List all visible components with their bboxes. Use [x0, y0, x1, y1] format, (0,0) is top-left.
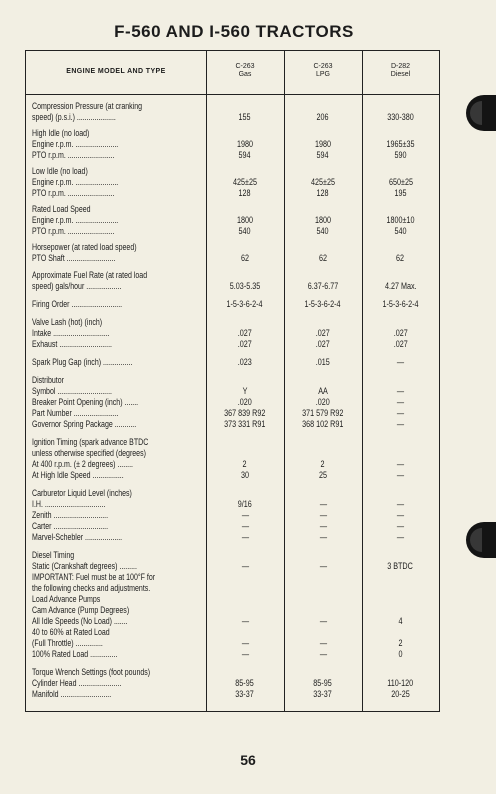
row-label: Distributor [32, 375, 64, 385]
row-label: unless otherwise specified (degrees) [32, 448, 146, 458]
cell-text: 128 [316, 188, 330, 198]
cell-text: Y [242, 386, 248, 396]
cell-text: — [396, 386, 405, 396]
cell-text: 155 [238, 112, 252, 122]
cell-text: .027 [237, 328, 253, 338]
cell-value [362, 299, 439, 309]
cell-value [284, 459, 362, 469]
cell-text: 590 [394, 150, 407, 160]
row-label: 40 to 60% at Rated Load [32, 627, 110, 637]
spec-table [25, 50, 440, 712]
row-label: Breaker Point Opening (inch) ....... [32, 397, 139, 407]
cell-text: 1-5-3-6-2-4 [304, 299, 342, 309]
cell-text: .027 [393, 339, 408, 349]
row-label: Carter ............................ [32, 521, 109, 531]
cell-value [206, 419, 284, 429]
row-label: PTO r.p.m. ........................ [32, 226, 115, 236]
cell-text: — [241, 510, 249, 520]
cell-text: — [396, 510, 405, 520]
cell-text: 33-37 [235, 689, 255, 699]
cell-text: — [319, 521, 327, 531]
cell-text: 368 102 R91 [302, 419, 344, 429]
row-label: All Idle Speeds (No Load) ....... [32, 616, 128, 626]
cell-value [206, 112, 284, 122]
cell-text: — [396, 532, 405, 542]
cell-text: 1800±10 [386, 215, 415, 225]
cell-value [206, 139, 284, 149]
cell-value [206, 177, 284, 187]
cell-value [362, 281, 439, 291]
cell-text: — [319, 638, 327, 648]
cell-text: 1980 [314, 139, 332, 149]
cell-text: 540 [394, 226, 407, 236]
cell-value [284, 357, 362, 367]
cell-value [206, 689, 284, 699]
row-label: Part Number ....................... [32, 408, 119, 418]
row-label: Rated Load Speed [32, 204, 91, 214]
cell-value [284, 616, 362, 626]
cell-text: 0 [398, 649, 403, 659]
cell-text: 2 [398, 638, 403, 648]
cell-value [284, 215, 362, 225]
row-label: Cylinder Head ...................... [32, 678, 122, 688]
row-label: Load Advance Pumps [32, 594, 101, 604]
cell-text: .020 [315, 397, 331, 407]
cell-value [362, 499, 439, 509]
cell-value [206, 150, 284, 160]
cell-text: — [396, 408, 405, 418]
row-label: Zenith ............................ [32, 510, 109, 520]
cell-text: — [319, 649, 327, 659]
cell-text: 25 [318, 470, 327, 480]
cell-text: — [241, 638, 249, 648]
column-fuel: Gas [238, 71, 252, 78]
cell-text: 4 [398, 616, 403, 626]
row-label: speed) gals/hour .................. [32, 281, 122, 291]
cell-value [284, 150, 362, 160]
cell-value [206, 253, 284, 263]
row-label: Intake ............................. [32, 328, 110, 338]
cell-value [206, 470, 284, 480]
row-label: Compression Pressure (at cranking [32, 101, 143, 111]
cell-value [362, 188, 439, 198]
cell-value [362, 150, 439, 160]
row-label: Static (Crankshaft degrees) ......... [32, 561, 137, 571]
cell-text: — [396, 499, 405, 509]
cell-value [284, 139, 362, 149]
cell-value [362, 226, 439, 236]
cell-value [362, 215, 439, 225]
cell-text: .027 [315, 339, 331, 349]
cell-value [206, 215, 284, 225]
cell-value [284, 328, 362, 338]
cell-value [362, 328, 439, 338]
cell-value [284, 470, 362, 480]
cell-text: 2 [320, 459, 325, 469]
row-label: Valve Lash (hot) (inch) [32, 317, 103, 327]
cell-value [362, 470, 439, 480]
row-label: PTO r.p.m. ........................ [32, 150, 115, 160]
cell-value [206, 386, 284, 396]
cell-value [206, 459, 284, 469]
row-label: Firing Order .......................... [32, 299, 123, 309]
cell-value [362, 561, 439, 571]
cell-text: .023 [237, 357, 253, 367]
cell-value [362, 419, 439, 429]
cell-value [206, 339, 284, 349]
cell-value [362, 521, 439, 531]
cell-value [284, 532, 362, 542]
cell-value [362, 649, 439, 659]
cell-text: — [396, 397, 405, 407]
cell-text: 62 [240, 253, 249, 263]
binder-hole-mark [466, 95, 496, 131]
row-label: the following checks and adjustments. [32, 583, 151, 593]
row-label: Cam Advance (Pump Degrees) [32, 605, 130, 615]
cell-text: .027 [393, 328, 408, 338]
cell-text: 540 [316, 226, 330, 236]
cell-value [362, 177, 439, 187]
cell-value [362, 357, 439, 367]
cell-text: 594 [238, 150, 252, 160]
cell-text: — [241, 561, 249, 571]
cell-value [284, 339, 362, 349]
cell-text: — [396, 521, 405, 531]
column-model: D-282 [390, 63, 411, 70]
cell-text: 373 331 R91 [224, 419, 266, 429]
row-label: Horsepower (at rated load speed) [32, 242, 137, 252]
row-label: Exhaust ........................... [32, 339, 112, 349]
cell-text: 3 BTDC [387, 561, 414, 571]
cell-value [284, 419, 362, 429]
row-label: At High Idle Speed ................ [32, 470, 124, 480]
cell-text: — [241, 521, 249, 531]
column-header-lpg [284, 63, 362, 79]
cell-value [284, 561, 362, 571]
cell-text: — [396, 470, 405, 480]
cell-text: 206 [316, 112, 330, 122]
row-label: Governor Spring Package ........... [32, 419, 137, 429]
row-label: Approximate Fuel Rate (at rated load [32, 270, 148, 280]
cell-value [362, 408, 439, 418]
cell-text: 9/16 [237, 499, 253, 509]
cell-value [362, 616, 439, 626]
row-label: Torque Wrench Settings (foot pounds) [32, 667, 151, 677]
cell-value [206, 510, 284, 520]
table-header [26, 51, 439, 95]
cell-value [284, 678, 362, 688]
cell-text: — [319, 616, 327, 626]
row-label: Engine r.p.m. ...................... [32, 215, 119, 225]
cell-value [362, 689, 439, 699]
cell-value [284, 649, 362, 659]
cell-value [284, 253, 362, 263]
cell-value [284, 226, 362, 236]
cell-value [206, 281, 284, 291]
column-model: C-263 [235, 63, 255, 70]
cell-value [206, 616, 284, 626]
row-label: Symbol ............................ [32, 386, 112, 396]
cell-text: 85-95 [235, 678, 255, 688]
cell-text: 1800 [314, 215, 332, 225]
cell-value [206, 678, 284, 688]
cell-text: 4.27 Max. [384, 281, 417, 291]
row-label: 100% Rated Load .............. [32, 649, 118, 659]
cell-text: 6.37-6.77 [307, 281, 339, 291]
cell-value [206, 521, 284, 531]
cell-value [284, 281, 362, 291]
cell-value [362, 510, 439, 520]
cell-text: .027 [237, 339, 253, 349]
cell-text: 1980 [236, 139, 254, 149]
row-label: Ignition Timing (spark advance BTDC [32, 437, 149, 447]
row-label: Carburetor Liquid Level (inches) [32, 488, 132, 498]
cell-text: 330-380 [387, 112, 414, 122]
cell-value [206, 328, 284, 338]
row-label: I.H. ............................... [32, 499, 106, 509]
cell-value [284, 499, 362, 509]
row-label: Engine r.p.m. ...................... [32, 139, 119, 149]
cell-text: 1-5-3-6-2-4 [382, 299, 419, 309]
cell-value [362, 397, 439, 407]
cell-text: 650±25 [388, 177, 413, 187]
cell-value [284, 177, 362, 187]
cell-value [362, 459, 439, 469]
column-header-gas [206, 63, 284, 79]
cell-value [284, 299, 362, 309]
row-label: Low Idle (no load) [32, 166, 88, 176]
cell-text: 110-120 [387, 678, 414, 688]
cell-value [362, 386, 439, 396]
cell-text: .020 [237, 397, 253, 407]
cell-text: .015 [315, 357, 331, 367]
column-fuel: LPG [315, 71, 330, 78]
cell-value [362, 253, 439, 263]
cell-value [206, 397, 284, 407]
row-label: speed) (p.s.i.) .................... [32, 112, 116, 122]
row-label: Spark Plug Gap (inch) ............... [32, 357, 133, 367]
cell-text: 1800 [236, 215, 254, 225]
cell-text: 128 [238, 188, 252, 198]
cell-value [362, 532, 439, 542]
cell-text: — [319, 561, 327, 571]
cell-value [284, 112, 362, 122]
cell-value [206, 499, 284, 509]
cell-text: 1965±35 [386, 139, 415, 149]
cell-text: 33-37 [313, 689, 333, 699]
cell-value [206, 188, 284, 198]
cell-text: 425±25 [311, 177, 335, 187]
row-label: Engine r.p.m. ...................... [32, 177, 119, 187]
cell-text: 20-25 [391, 689, 410, 699]
cell-value [206, 649, 284, 659]
cell-text: 594 [316, 150, 330, 160]
column-model: C-263 [313, 63, 333, 70]
cell-value [206, 532, 284, 542]
cell-value [284, 397, 362, 407]
engine-model-header: ENGINE MODEL AND TYPE [66, 68, 166, 75]
cell-text: — [319, 510, 327, 520]
cell-text: — [241, 616, 249, 626]
binder-hole-mark [466, 522, 496, 558]
cell-text: — [319, 532, 327, 542]
cell-text: 540 [238, 226, 252, 236]
row-label: PTO Shaft ......................... [32, 253, 116, 263]
cell-value [284, 521, 362, 531]
cell-text: — [396, 357, 405, 367]
cell-text: 2 [242, 459, 247, 469]
cell-text: — [319, 499, 327, 509]
cell-value [206, 638, 284, 648]
cell-text: 1-5-3-6-2-4 [226, 299, 264, 309]
cell-value [206, 299, 284, 309]
page-number: 56 [240, 752, 256, 768]
cell-value [206, 226, 284, 236]
cell-text: 30 [240, 470, 249, 480]
column-header-diesel [362, 63, 439, 79]
cell-text: 62 [318, 253, 327, 263]
cell-value [284, 188, 362, 198]
row-label: Manifold .......................... [32, 689, 112, 699]
page-title: F-560 AND I-560 TRACTORS [114, 22, 354, 41]
row-label: (Full Throttle) .............. [32, 638, 103, 648]
cell-text: 195 [394, 188, 407, 198]
cell-value [284, 408, 362, 418]
cell-text: 5.03-5.35 [229, 281, 261, 291]
row-label: High Idle (no load) [32, 128, 90, 138]
cell-text: 62 [396, 253, 405, 263]
cell-value [284, 689, 362, 699]
cell-value [206, 408, 284, 418]
cell-text: — [241, 532, 249, 542]
cell-value [206, 561, 284, 571]
cell-text: AA [318, 386, 328, 396]
cell-text: — [241, 649, 249, 659]
cell-value [284, 386, 362, 396]
cell-text: 425±25 [233, 177, 257, 187]
column-fuel: Diesel [390, 71, 411, 78]
cell-value [362, 339, 439, 349]
row-label: At 400 r.p.m. (± 2 degrees) ........ [32, 459, 134, 469]
row-label: IMPORTANT: Fuel must be at 100°F for [32, 572, 156, 582]
cell-text: .027 [315, 328, 331, 338]
cell-text: 371 579 R92 [302, 408, 344, 418]
cell-value [362, 678, 439, 688]
cell-value [284, 510, 362, 520]
cell-value [284, 638, 362, 648]
cell-text: — [396, 419, 405, 429]
row-label: Diesel Timing [32, 550, 75, 560]
cell-value [362, 112, 439, 122]
row-label: PTO r.p.m. ........................ [32, 188, 115, 198]
cell-value [206, 357, 284, 367]
cell-text: 367 839 R92 [224, 408, 266, 418]
cell-value [362, 638, 439, 648]
cell-text: 85-95 [313, 678, 333, 688]
cell-value [362, 139, 439, 149]
table-body [26, 95, 439, 711]
cell-text: — [396, 459, 405, 469]
row-label: Marvel-Schebler ................... [32, 532, 123, 542]
